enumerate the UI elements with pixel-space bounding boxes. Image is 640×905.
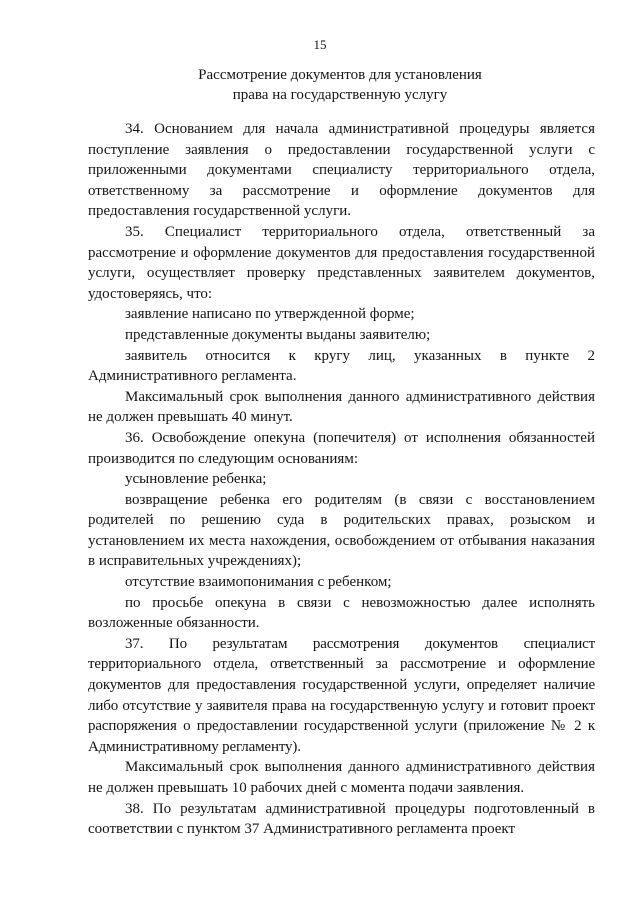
section-heading-line-2: права на государственную услугу [232, 87, 448, 103]
section-heading-line-1: Рассмотрение документов для установления [198, 67, 482, 83]
paragraph-36: 36. Освобождение опекуна (попечителя) от исполнения обязанностей производится по следующим основаниям: [88, 429, 595, 467]
check-item-form: заявление написано по утвержденной форме; [125, 306, 415, 323]
deadline-note-10-days: Максимальный срок выполнения данного административного действия не должен превышать 10 рабочих дней с момента подачи заявления. [88, 759, 595, 796]
document-body [88, 119, 595, 840]
check-item-applicant: заявитель относится к кругу лиц, указанных в пункте 2 Административного регламента. [88, 347, 595, 385]
page-number: 15 [313, 37, 327, 52]
paragraph-34: 34. Основанием для начала административной процедуры является поступление заявления о предоставлении государственной услуги с приложенными документами специалисту территориального отдела, ответственному за рассмотрение и оформление документов для предоставления государственной услуги. [88, 121, 595, 220]
ground-guardian-request: по просьбе опекуна в связи с невозможностью далее исполнять возложенные обязанности. [88, 594, 595, 632]
section-heading [80, 65, 600, 105]
paragraph-37: 37. По результатам рассмотрения документов специалист территориального отдела, ответственный за рассмотрение и оформление документов для предоставления государственной услуги, определяет наличие либо отсутствие у заявителя права на государственную услугу и готовит проект распоряжения о предоставлении государственной услуги (приложение № 2 к Административному регламенту). [88, 635, 595, 755]
paragraph-38: 38. По результатам административной процедуры подготовленный в соответствии с пунктом 37 Административного регламента проект [88, 800, 595, 838]
check-item-documents: представленные документы выданы заявителю; [125, 326, 431, 343]
ground-adoption: усыновление ребенка; [125, 471, 267, 488]
ground-no-understanding: отсутствие взаимопонимания с ребенком; [125, 574, 392, 591]
paragraph-35: 35. Специалист территориального отдела, ответственный за рассмотрение и оформление документов для предоставления государственной услуги, осуществляет проверку представленных заявителем документов, удостоверяясь, что: [88, 223, 595, 302]
deadline-note-40-minutes: Максимальный срок выполнения данного административного действия не должен превышать 40 минут. [88, 388, 595, 426]
ground-return-to-parents: возвращение ребенка его родителям (в связи с восстановлением родителей по решению суда в родительских правах, розыском и установлением их места нахождения, освобождением от отбывания наказания в исправительных учреждениях); [88, 491, 595, 570]
